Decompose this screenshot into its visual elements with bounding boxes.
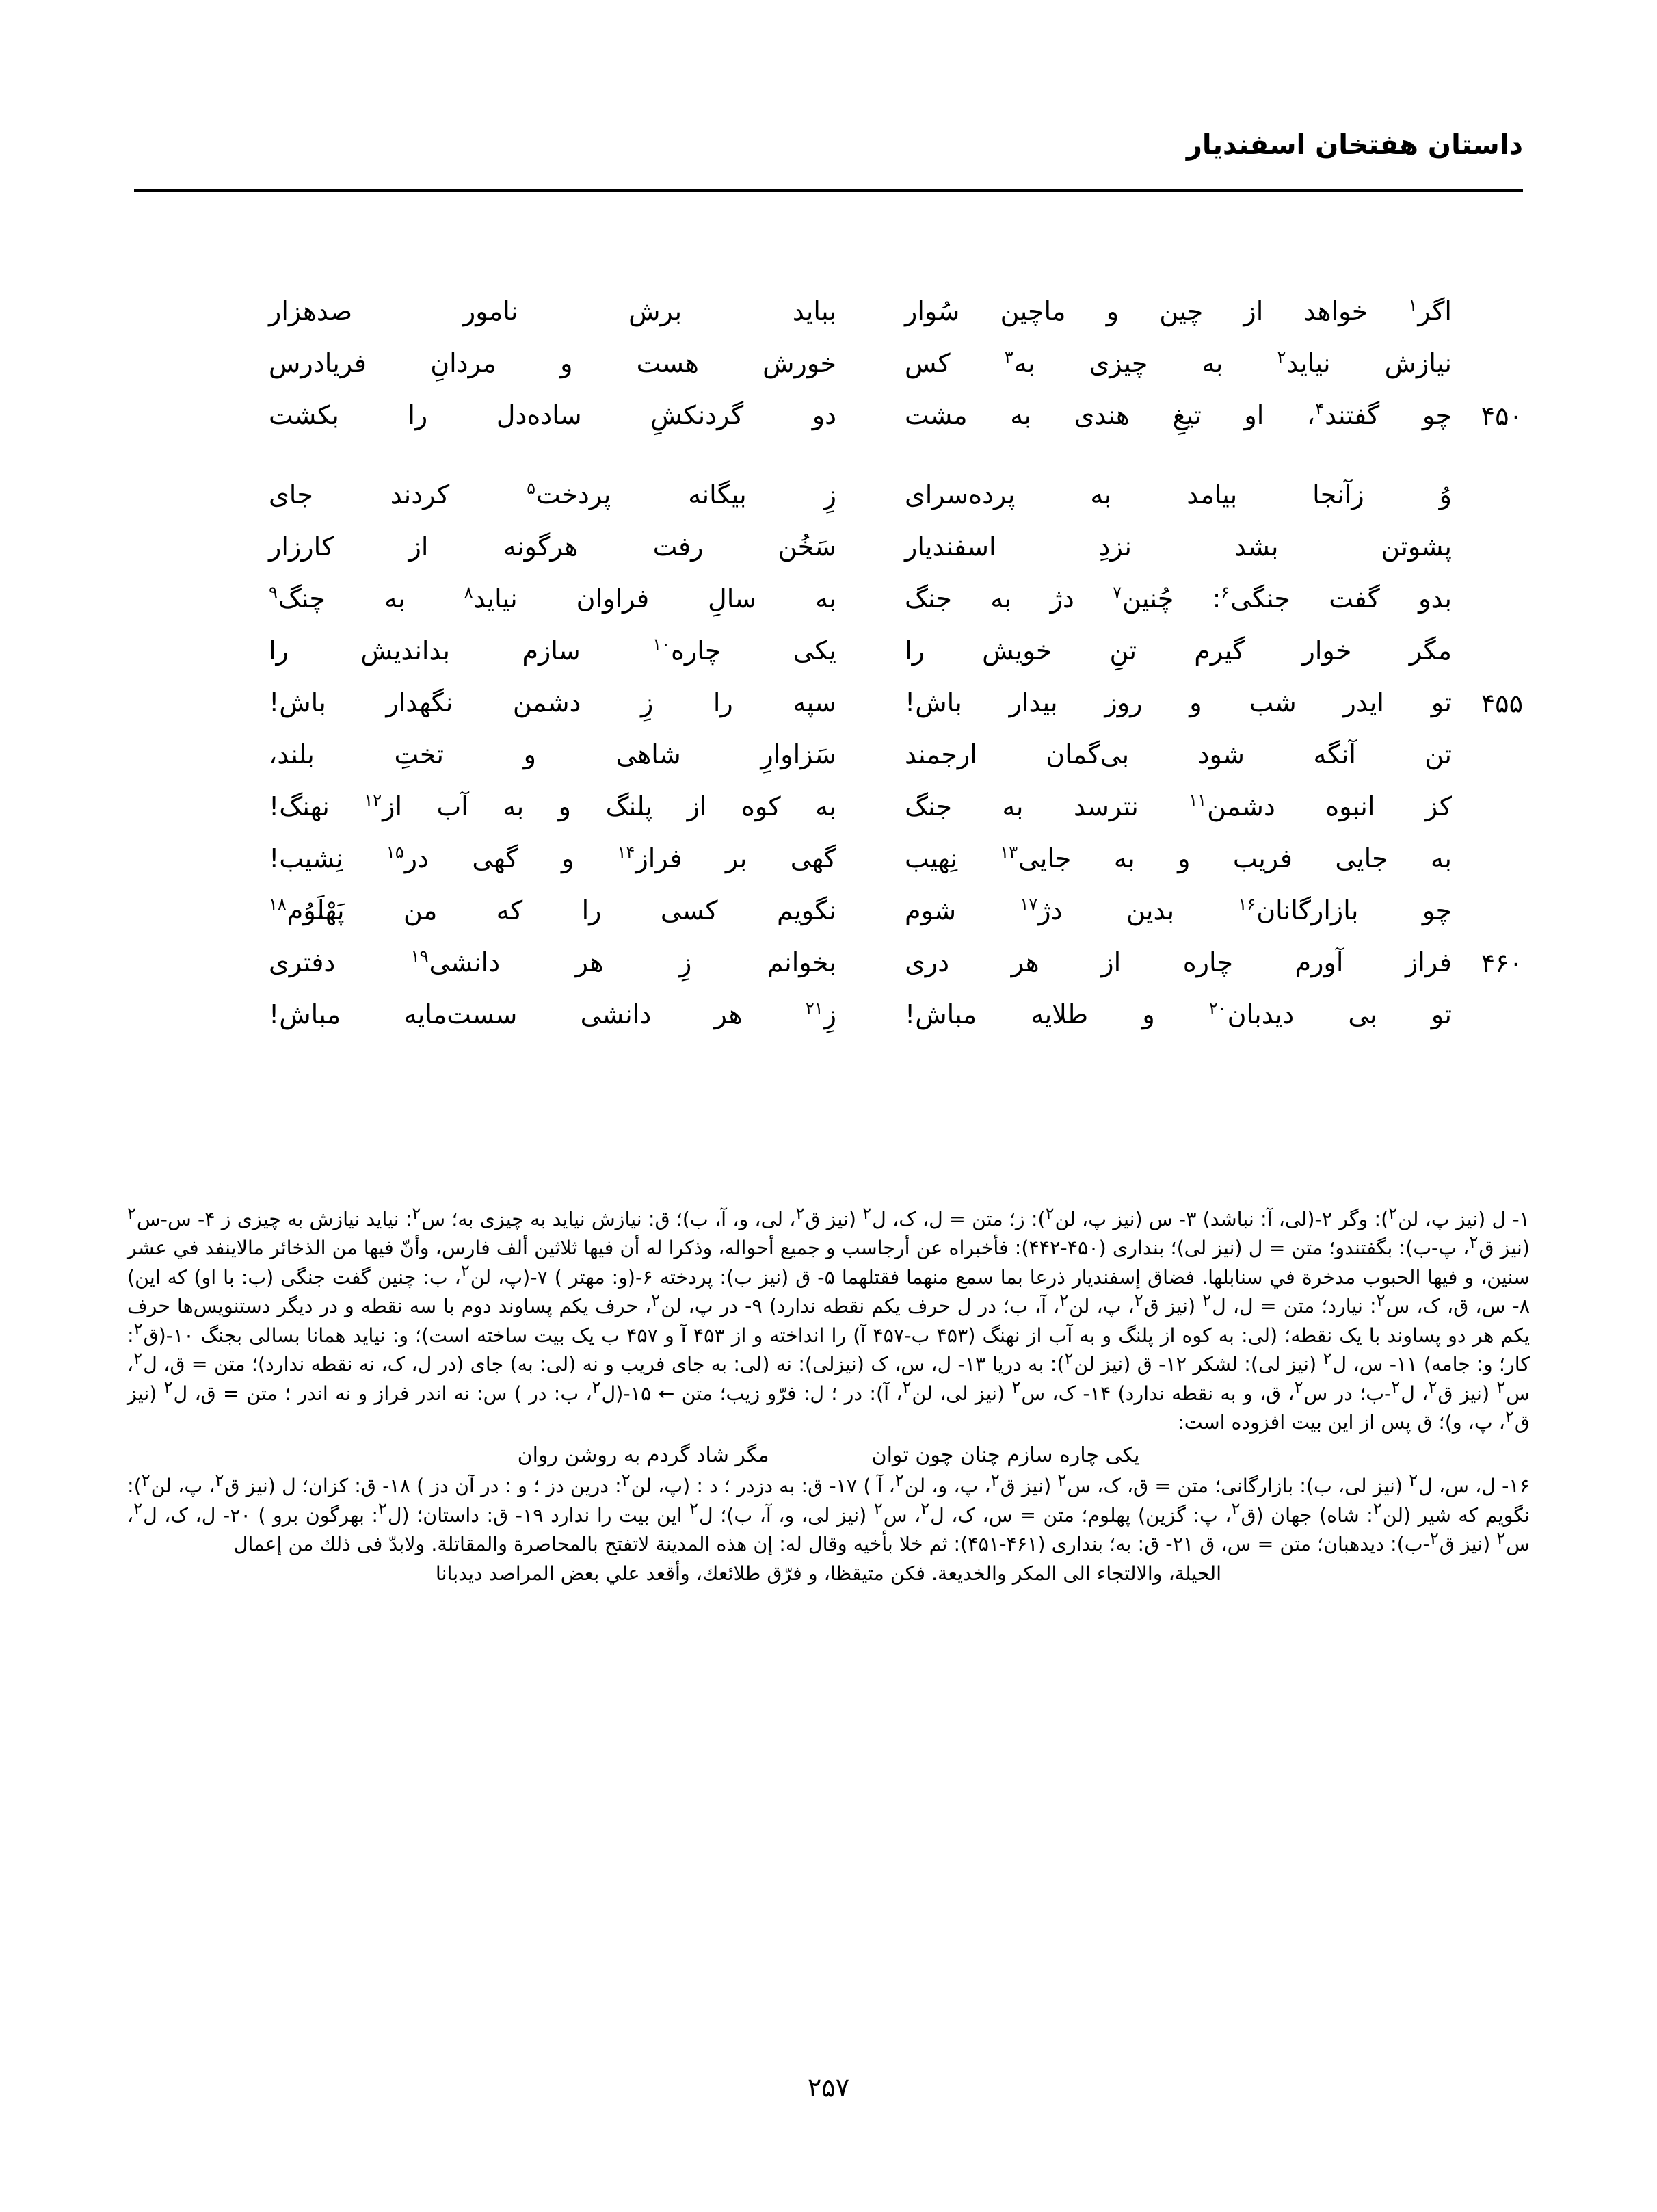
apparatus-paragraph-2: ۱۶- ل، س، ل$^۲$ (نیز لی، ب): بازارگانی؛ متن = ق، ک، س$^۲$ (نیز ق$^۲$، پ، و، لن$^۲$، آ ) ۱۷- ق: به دزدر ؛ د : (پ، لن$^۲$: درین دز ؛ و : در آن دز ) ۱۸- ق: کزان؛ ل (نیز ق$^۲$، پ، لن$^۲$): نگویم که شیر (لن$^۲$: شاه) جهان (ق$^۲$، پ: گزین) پهلوم؛ متن = س، ک، ل$^۲$، س$^۲$ (نیز لی، و، آ، ب)؛ ل$^۲$ این بیت را ندارد ۱۹- ق: داستان؛ (ل$^۲$: بهرگون برو ) ۲۰- ل، ک، ل$^۲$، س$^۲$ (نیز ق$^۲$-ب): دیدهبان؛ متن = س، ق ۲۱- ق: به؛ بنداری (۴۶۱-۴۵۱): ثم خلا بأخيه وقال له: إن هذه المدينة لاتفتح بالمحاصرة والمقاتلة. ولابدّ فى ذلك من إعمال (127, 1470, 1530, 1556)
critical-apparatus (127, 1205, 1530, 1588)
verse-line (134, 529, 1523, 581)
running-head (134, 130, 1523, 192)
hemistich-first: فراز آورم چاره از هر دری (905, 947, 1452, 977)
inset-verse-part-b: مگر شاد گردم به روشن روان (517, 1443, 769, 1467)
hemistich-second: به سالِ فراوان نیاید$^۸$ به چنگ$^۹$ (269, 583, 836, 614)
verse-number: ۴۵۰ (1481, 401, 1523, 431)
hemistich-first: تن آنگه شود بی‌گمان ارجمند (905, 739, 1452, 769)
hemistich-first: چو بازارگانان$^{۱۶}$ بدین دژ$^{۱۷}$ شوم (905, 895, 1452, 925)
hemistich-first: به جایی فریب و به جایی$^{۱۳}$ نِهیب (905, 843, 1452, 873)
apparatus-paragraph-1: ۱- ل (نیز پ، لن$^۲$): وگر ۲-(لی، آ: نباشد) ۳- س (نیز پ، لن$^۲$): ز؛ متن = ل، ک، ل$^۲$ (نیز ق$^۲$، لی، و، آ، ب)؛ ق: نیازش نیاید به چیزی به؛ س$^۲$: نیاید نیازش به چیزی ز ۴- س-س$^۲$ (نیز ق$^۲$، پ-ب): بگفتندو؛ متن = ل (نیز لی)؛ بنداری (۴۵۰-۴۴۲): فأخبراه عن أرجاسب و جميع أحواله، وذكرا له أن فيها ثلاثين ألف فارس، وأنّ فيها من الذخائر مالاينفد في عشر سنين، و فيها الحبوب مدخرة في سنابلها. فضاق إسفنديار ذرعا بما سمع منهما فقتلهما ۵- ق (نیز ب): پردخته ۶-(و: مهتر ) ۷-(پ، لن$^۲$، ب: چنین گفت جنگی (ب: با او) که این) ۸- س، ق، ک، س$^۲$: نیارد؛ متن = ل، ل$^۲$ (نیز ق$^۲$، پ، لن$^۲$، آ، ب؛ در ل حرف یکم نقطه ندارد) ۹- در پ، لن$^۲$، حرف یکم پساوند دوم با سه نقطه و در دیگر دستنویس‌ها حرف یکم هر دو پساوند با یک نقطه؛ (لی: به کوه از پلنگ و به آب از نهنگ (۴۵۳ ب-۴۵۷ آ) را انداخته و از ۴۵۳ آ و ۴۵۷ ب یک بیت ساخته است)؛ و: نیاید همانا بسالی بجنگ ۱۰-(ق$^۲$: کار؛ و: جامه) ۱۱- س، ل$^۲$ (نیز لی): لشکر ۱۲- ق (نیز لن$^۲$): به دریا ۱۳- ل، س، ک (نیزلی): نه (لی: به جای فریب و نه (لی: به) جای (در ل، ک، نه نقطه ندارد)؛ متن = ق، ل$^۲$، س$^۲$ (نیز ق$^۲$، ل$^۲$-ب؛ در س$^۲$، ق، و به نقطه ندارد) ۱۴- ک، س$^۲$ (نیز لی، لن$^۲$، آ): در ؛ ل: فرّو زیب؛ متن ← ۱۵-(ل$^۲$، ب: در ) س: نه اندر فراز و نه اندر ؛ متن = ق، ل$^۲$ (نیز ق$^۲$، پ، و)؛ ق پس از این بیت افزوده است: (127, 1203, 1530, 1434)
verse-number: ۴۶۰ (1481, 948, 1523, 978)
hemistich-second: سپه را زِ دشمن نگهدار باش! (269, 687, 836, 717)
hemistich-second: بباید برش نامور صدهزار (269, 296, 836, 326)
verse-line (134, 997, 1523, 1049)
verse-group (134, 477, 1523, 1049)
verse-number (1452, 294, 1523, 297)
verse-line (134, 737, 1523, 789)
verse-number (1452, 581, 1523, 584)
hemistich-first: پشوتن بشد نزدِ اسفندیار (905, 531, 1452, 562)
hemistich-first: بدو گفت جنگی$^۶$: چُنین$^۷$ دژ به جنگ (905, 583, 1452, 614)
verse-line (134, 945, 1523, 997)
hemistich-second: بخوانم زِ هر دانشی$^{۱۹}$ دفتری (269, 947, 836, 977)
verse-group (134, 294, 1523, 450)
chapter-title: داستان هفتخان اسفندیار (1186, 129, 1523, 161)
hemistich-second: خورش هست و مردانِ فریادرس (269, 348, 836, 378)
hemistich-second: یکی چاره$^{۱۰}$ سازم بداندیش را (269, 635, 836, 666)
hemistich-second: سَخُن رفت هرگونه از کارزار (269, 531, 836, 562)
verse-line (134, 633, 1523, 685)
verse-line (134, 477, 1523, 529)
hemistich-first: تو بی دیدبان$^{۲۰}$ و طلایه مباش! (905, 999, 1452, 1029)
verse-number (1452, 477, 1523, 480)
hemistich-second: نگویم کسی را که من پَهْلَوُم$^{۱۸}$ (269, 895, 836, 925)
verse-number (1452, 841, 1523, 844)
verse-line (134, 398, 1523, 450)
verse-line (134, 581, 1523, 633)
verse-number (1452, 997, 1523, 1000)
verse-number (1452, 529, 1523, 532)
verse-line (134, 294, 1523, 346)
verse-number (1452, 633, 1523, 636)
verse-number (1452, 737, 1523, 740)
hemistich-second: گهی بر فراز$^{۱۴}$ و گهی در$^{۱۵}$ نِشیب! (269, 843, 836, 873)
hemistich-first: نیازش نیاید$^۲$ به چیزی به$^۳$ کس (905, 347, 1452, 378)
hemistich-second: دو گردنکشِ ساده‌دل را بکشت (269, 400, 836, 430)
hemistich-second: به کوه از پلنگ و به آب از$^{۱۲}$ نهنگ! (269, 791, 836, 821)
hemistich-first: مگر خوار گیرم تنِ خویش را (905, 635, 1452, 666)
inset-verse-part-a: یکی چاره سازم چنان چون توان (871, 1443, 1140, 1467)
verse-number (1452, 789, 1523, 792)
verse-line (134, 685, 1523, 737)
hemistich-second: زِ بیگانه پردخت$^۵$ کردند جای (269, 479, 836, 510)
verse-line (134, 789, 1523, 841)
page-number: ۲۵۷ (807, 2072, 850, 2103)
hemistich-first: چو گفتند$^۴$، او تیغِ هندی به مشت (905, 399, 1452, 430)
verse-line (134, 841, 1523, 893)
apparatus-paragraph-3: الحيلة، والالتجاء الى المكر والخديعة. فكن متيقظا، و فرّق طلائعك، وأقعد علي بعض المراصد ديدبانا (435, 1562, 1222, 1585)
header-rule (134, 189, 1523, 192)
hemistich-first: اگر$^۱$ خواهد از چین و ماچین سُوار (905, 295, 1452, 326)
verse-line (134, 893, 1523, 945)
hemistich-first: تو ایدر شب و روز بیدار باش! (905, 687, 1452, 717)
hemistich-first: کز انبوه دشمن$^{۱۱}$ نترسد به جنگ (905, 791, 1452, 821)
hemistich-first: وُ زآنجا بیامد به پرده‌سرای (905, 479, 1452, 510)
apparatus-inset-verse (127, 1440, 1530, 1471)
verse-line (134, 346, 1523, 398)
verse-number: ۴۵۵ (1481, 688, 1523, 718)
verse-number (1452, 893, 1523, 896)
hemistich-second: زِ$^{۲۱}$ هر دانشی سست‌مایه مباش! (269, 999, 836, 1029)
hemistich-second: سَزاوارِ شاهی و تختِ بلند، (269, 739, 836, 769)
verse-number (1452, 346, 1523, 349)
verse-block (134, 294, 1523, 1049)
